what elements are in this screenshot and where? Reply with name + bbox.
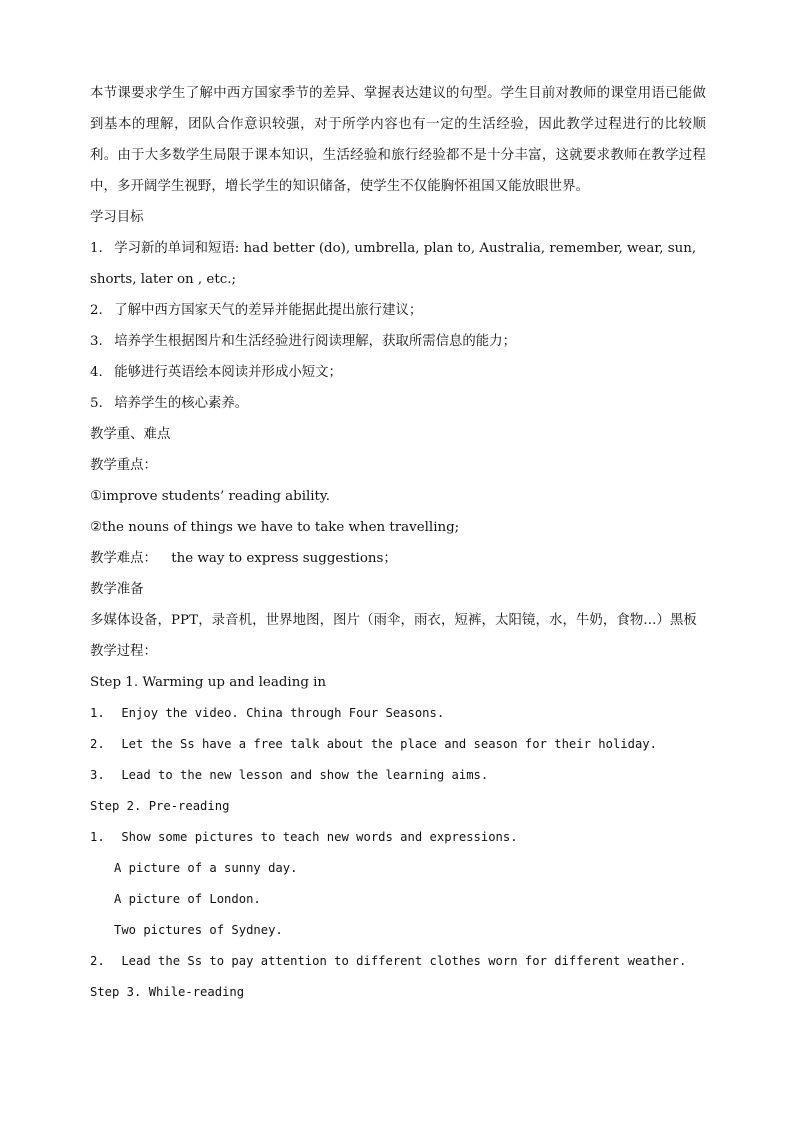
difficulty-text: the way to express suggestions； <box>171 551 397 566</box>
objective-item <box>90 233 706 295</box>
step2-sub-item: A picture of London. <box>114 892 261 906</box>
step-item-text: Let the Ss have a free talk about the place and season for their holiday. <box>121 737 657 751</box>
step-item-number: 2. <box>90 954 105 968</box>
step1-item <box>90 729 706 760</box>
objective-text: 培养学生的核心素养。 <box>114 396 249 411</box>
objectives-heading: 学习目标 <box>90 210 144 225</box>
step3-title: Step 3. While-reading <box>90 985 245 999</box>
objective-number: 4. <box>90 365 103 380</box>
preparation-text: 多媒体设备，PPT，录音机，世界地图，图片（雨伞，雨衣，短裤，太阳镜，水，牛奶，食物...）黑板 <box>90 613 697 628</box>
objective-number: 3. <box>90 334 103 349</box>
objective-item <box>90 326 706 357</box>
step1-item <box>90 698 706 729</box>
objective-number: 5. <box>90 396 103 411</box>
difficulty-label: 教学难点： <box>90 551 157 566</box>
step-item-text: Show some pictures to teach new words and expressions. <box>121 830 518 844</box>
objective-item <box>90 388 706 419</box>
step-item-text: Lead to the new lesson and show the learning aims. <box>121 768 489 782</box>
step-item-number: 1. <box>90 830 105 844</box>
step-item-text: Lead the Ss to pay attention to different clothes worn for different weather. <box>121 954 687 968</box>
step2-item <box>90 946 706 977</box>
step2-sub-item: Two pictures of Sydney. <box>114 923 283 937</box>
objective-text: 培养学生根据图片和生活经验进行阅读理解，获取所需信息的能力； <box>114 334 516 349</box>
objective-item <box>90 295 706 326</box>
step-item-number: 1. <box>90 706 105 720</box>
objective-text: 学习新的单词和短语: had better (do), umbrella, plan to, Australia, remember, wear, sun, shorts, later on , etc.; <box>90 241 697 287</box>
document-body <box>90 78 706 1008</box>
difficulty-line <box>90 543 706 574</box>
step2-sub-item: A picture of a sunny day. <box>114 861 298 875</box>
focus-heading: 教学重、难点 <box>90 427 171 442</box>
objective-text: 了解中西方国家天气的差异并能据此提出旅行建议； <box>114 303 423 318</box>
step1-title: Step 1. Warming up and leading in <box>90 675 327 690</box>
step2-item <box>90 822 706 853</box>
key-points-label: 教学重点： <box>90 458 157 473</box>
step-item-text: Enjoy the video. China through Four Seasons. <box>121 706 445 720</box>
step2-title: Step 2. Pre-reading <box>90 799 230 813</box>
preparation-heading: 教学准备 <box>90 582 144 597</box>
objective-text: 能够进行英语绘本阅读并形成小短文； <box>114 365 342 380</box>
objective-number: 2. <box>90 303 103 318</box>
key-point-item: ②the nouns of things we have to take when travelling; <box>90 520 460 535</box>
key-point-item: ①improve students’ reading ability. <box>90 489 330 504</box>
step1-item <box>90 760 706 791</box>
intro-paragraph: 本节课要求学生了解中西方国家季节的差异、掌握表达建议的句型。学生目前对教师的课堂用语已能做到基本的理解，团队合作意识较强，对于所学内容也有一定的生活经验，因此教学过程进行的比较顺利。由于大多数学生局限于课本知识，生活经验和旅行经验都不是十分丰富，这就要求教师在教学过程中，多开阔学生视野，增长学生的知识储备，使学生不仅能胸怀祖国又能放眼世界。 <box>90 86 706 194</box>
step-item-number: 2. <box>90 737 105 751</box>
process-heading: 教学过程： <box>90 644 157 659</box>
step-item-number: 3. <box>90 768 105 782</box>
objective-item <box>90 357 706 388</box>
objective-number: 1. <box>90 241 103 256</box>
